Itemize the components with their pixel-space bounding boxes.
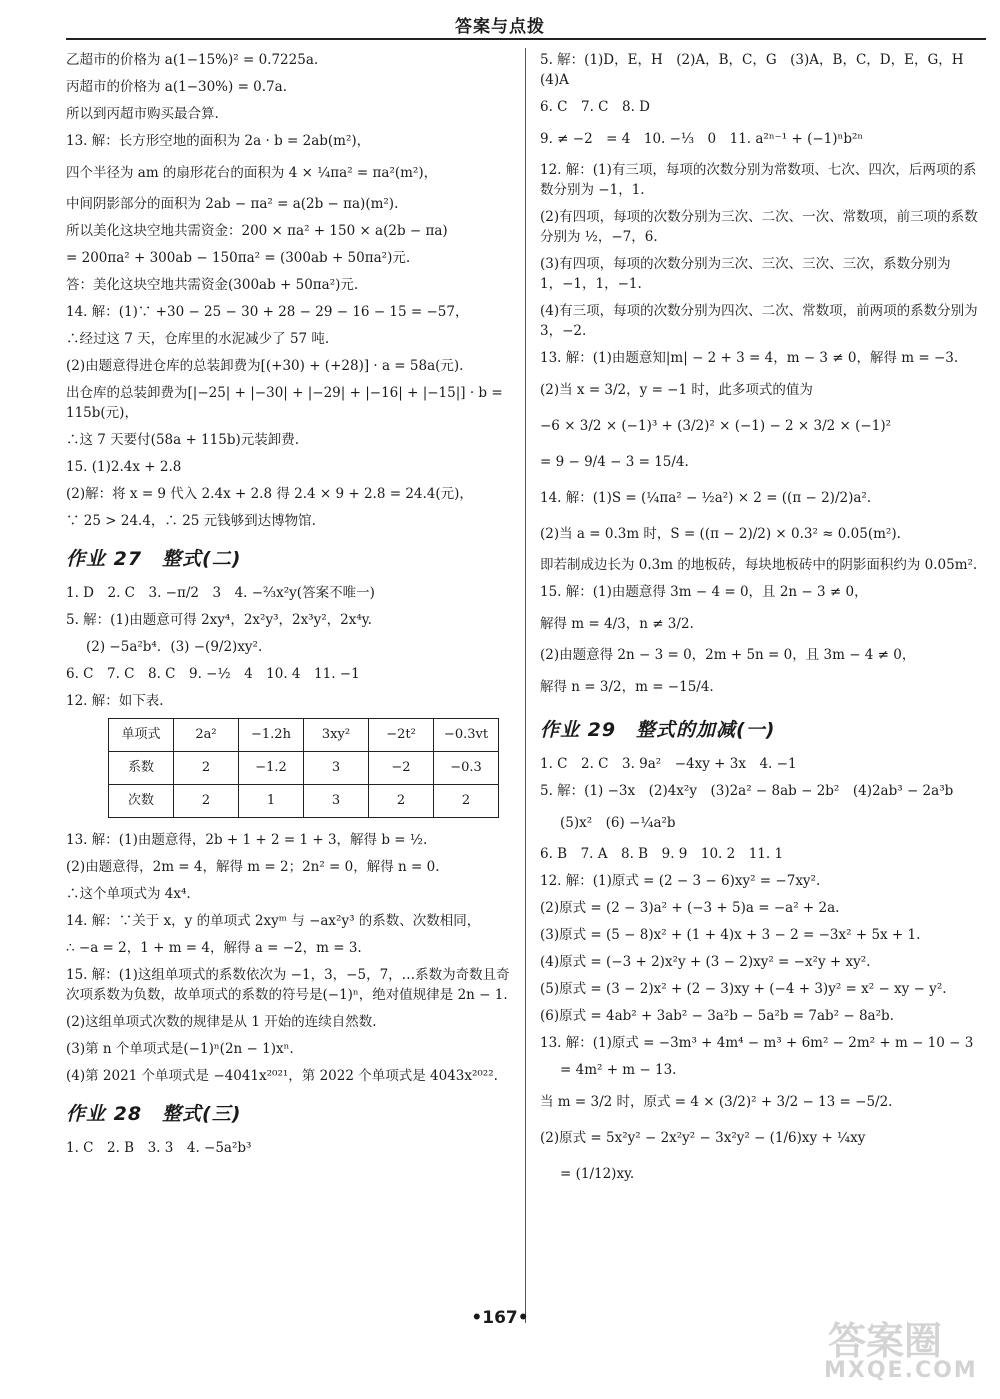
answer-line: 乙超市的价格为 a(1−15%)² = 0.7225a. [66,52,319,68]
answer-line: 14. 解：(1)∵ +30 − 25 − 30 + 28 − 29 − 16 − 15 = −57， [66,304,469,320]
answer-line: 15. 解：(1)这组单项式的系数依次为 −1，3，−5，7，…系数为奇数且奇次项系数为负数，故单项式的系数的符号是(−1)ⁿ，绝对值规律是 2n − 1. [66,967,510,1003]
answer-line: (2)由题意得进仓库的总装卸费为[(+30) + (+28)] · a = 58a(元). [66,358,464,374]
answer-line: 5. 解：(1)由题意可得 2xy⁴，2x²y³，2x³y²，2x⁴y. [66,612,372,628]
watermark-logo [816,1310,986,1390]
answer-line: 即若制成边长为 0.3m 的地板砖，每块地板砖中的阴影面积约为 0.05m². [540,557,978,573]
answer-line: (3)原式 = (5 − 8)x² + (1 + 4)x + 3 − 2 = −3x² + 5x + 1. [540,927,921,943]
answer-line: 6. C 7. C 8. D [540,99,650,115]
answer-line: 12. 解：(1)有三项，每项的次数分别为常数项、七次、四次，后两项的系数分别为 −1，1. [540,162,977,198]
answer-line: 解得 n = 3/2，m = −15/4. [540,679,714,695]
column-divider [525,48,526,1323]
table-cell: 2 [174,752,239,785]
answer-line: 答：美化这块空地共需资金(300ab + 50πa²)元. [66,277,359,293]
section-title: 作业 27 整式(二) [66,548,242,570]
answer-line: 1. C 2. C 3. 9a² −4xy + 3x 4. −1 [540,756,797,772]
answer-line: (2)当 a = 0.3m 时，S = ((π − 2)/2) × 0.3² ≈ 0.05(m²). [540,526,901,542]
page-number: •167• [471,1308,529,1328]
table-cell: −1.2 [239,752,304,785]
answer-line: = 9 − 9/4 − 3 = 15/4. [540,454,689,470]
header-title: 答案与点拨 [455,17,545,37]
answer-line: −6 × 3/2 × (−1)³ + (3/2)² × (−1) − 2 × 3/2 × (−1)² [540,418,891,434]
table-cell: 3xy² [304,719,369,752]
answer-line: 丙超市的价格为 a(1−30%) = 0.7a. [66,79,287,95]
answer-line: 13. 解：(1)由题意得，2b + 1 + 2 = 1 + 3，解得 b = ½. [66,832,428,848]
table-row [109,752,499,785]
answer-line: 当 m = 3/2 时，原式 = 4 × (3/2)² + 3/2 − 13 = −5/2. [540,1094,893,1110]
answer-line: 5. 解：(1)D，E，H (2)A，B，C，G (3)A，B，C，D，E，G，H (4)A [540,52,978,88]
answer-line: = 4m² + m − 13. [560,1062,677,1078]
monomial-table [108,718,499,818]
right-column [540,50,988,1195]
answer-line: 解得 m = 4/3，n ≠ 3/2. [540,616,694,632]
table-cell: 次数 [109,785,174,818]
table-cell: 3 [304,752,369,785]
watermark-text: 答案圈 [828,1319,943,1363]
table-cell: 单项式 [109,719,174,752]
answer-line: 所以到丙超市购买最合算. [66,106,219,122]
answer-line: 6. C 7. C 8. C 9. −½ 4 10. 4 11. −1 [66,666,360,682]
answer-line: 9. ≠ −2 = 4 10. −⅓ 0 11. a²ⁿ⁻¹ + (−1)ⁿb²ⁿ [540,131,864,147]
table-cell: 2 [434,785,499,818]
answer-line: (2)由题意得 2n − 3 = 0，2m + 5n = 0，且 3m − 4 ≠ 0， [540,647,916,663]
answer-line: 13. 解：(1)由题意知|m| − 2 + 3 = 4，m − 3 ≠ 0，解得 m = −3. [540,350,959,366]
answer-line: 1. D 2. C 3. −π/2 3 4. −⅔x²y(答案不唯一) [66,585,375,601]
answer-line: 14. 解：(1)S = (¼πa² − ½a²) × 2 = ((π − 2)/2)a². [540,490,872,506]
answer-line: = (1/12)xy. [560,1166,635,1182]
answer-line: 14. 解：∵关于 x，y 的单项式 2xyᵐ 与 −ax²y³ 的系数、次数相同， [66,913,481,929]
answer-line: (2)有四项，每项的次数分别为三次、二次、一次、常数项，前三项的系数分别为 ½，−7，6. [540,209,978,245]
answer-line: (2)由题意得，2m = 4，解得 m = 2；2n² = 0，解得 n = 0. [66,859,440,875]
answer-line: (4)原式 = (−3 + 2)x²y + (3 − 2)xy² = −x²y + xy². [540,954,871,970]
table-cell: −1.2h [239,719,304,752]
answer-line: 15. (1)2.4x + 2.8 [66,459,182,475]
answer-line: (5)x² (6) −¼a²b [560,815,676,831]
answer-line: 中间阴影部分的面积为 2ab − πa² = a(2b − πa)(m²). [66,196,399,212]
table-cell: −0.3vt [434,719,499,752]
answer-line: ∴这个单项式为 4x⁴. [66,886,191,902]
table-cell: 2 [369,785,434,818]
left-column [66,50,518,1165]
section-title: 作业 28 整式(三) [66,1103,242,1125]
page-header [0,0,1000,44]
answer-line: (2)原式 = (2 − 3)a² + (−3 + 5)a = −a² + 2a. [540,900,840,916]
answer-line: 四个半径为 am 的扇形花台的面积为 4 × ¼πa² = πa²(m²)， [66,165,438,181]
answer-line: (2)这组单项式次数的规律是从 1 开始的连续自然数. [66,1014,377,1030]
answer-line: (2)原式 = 5x²y² − 2x²y² − 3x²y² − (1/6)xy + ¼xy [540,1130,866,1146]
answer-line: ∴这 7 天要付(58a + 115b)元装卸费. [66,432,300,448]
table-row [109,785,499,818]
answer-line: (4)有三项，每项的次数分别为四次、二次、常数项，前两项的系数分别为 3，−2. [540,303,978,339]
answer-line: (2)解：将 x = 9 代入 2.4x + 2.8 得 2.4 × 9 + 2.8 = 24.4(元)， [66,486,473,502]
table-cell: −2 [369,752,434,785]
answer-line: ∵ 25 > 24.4，∴ 25 元钱够到达博物馆. [66,513,316,529]
table-cell: 2 [174,785,239,818]
answer-line: ∴经过这 7 天，仓库里的水泥减少了 57 吨. [66,331,330,347]
answer-line: 13. 解：(1)原式 = −3m³ + 4m⁴ − m³ + 6m² − 2m² + m − 10 − 3 [540,1035,974,1051]
answer-line: 13. 解：长方形空地的面积为 2a · b = 2ab(m²)， [66,133,371,149]
answer-line: 所以美化这块空地共需资金：200 × πa² + 150 × a(2b − πa) [66,223,448,239]
table-cell: 2a² [174,719,239,752]
answer-line: 15. 解：(1)由题意得 3m − 4 = 0，且 2n − 3 ≠ 0， [540,584,868,600]
table-cell: 1 [239,785,304,818]
section-title: 作业 29 整式的加减(一) [540,719,776,741]
answer-line: 12. 解：(1)原式 = (2 − 3 − 6)xy² = −7xy². [540,873,821,889]
answer-line: (3)第 n 个单项式是(−1)ⁿ(2n − 1)xⁿ. [66,1041,294,1057]
answer-line: (4)第 2021 个单项式是 −4041x²⁰²¹，第 2022 个单项式是 4043x²⁰²². [66,1068,498,1084]
header-rule [66,38,986,40]
table-row [109,719,499,752]
answer-line: = 200πa² + 300ab − 150πa² = (300ab + 50πa²)元. [66,250,411,266]
table-cell: 系数 [109,752,174,785]
answer-line: 1. C 2. B 3. 3 4. −5a²b³ [66,1140,252,1156]
watermark-url: MXQE.COM [824,1358,978,1383]
answer-line: 出仓库的总装卸费为[|−25| + |−30| + |−29| + |−16| + |−15|] · b = 115b(元)， [66,385,503,421]
answer-line: 12. 解：如下表. [66,693,164,709]
table-cell: 3 [304,785,369,818]
answer-line: 6. B 7. A 8. B 9. 9 10. 2 11. 1 [540,846,784,862]
answer-line: (2) −5a²b⁴．(3) −(9/2)xy². [86,639,263,655]
answer-line: ∴ −a = 2，1 + m = 4，解得 a = −2，m = 3. [66,940,362,956]
table-cell: −2t² [369,719,434,752]
answer-line: (2)当 x = 3/2，y = −1 时，此多项式的值为 [540,382,813,398]
answer-line: 5. 解：(1) −3x (2)4x²y (3)2a² − 8ab − 2b² (4)2ab³ − 2a³b [540,783,954,799]
answer-line: (6)原式 = 4ab² + 3ab² − 3a²b − 5a²b = 7ab² − 8a²b. [540,1008,894,1024]
table-cell: −0.3 [434,752,499,785]
answer-line: (3)有四项，每项的次数分别为三次、三次、三次、三次，系数分别为 1，−1，1，−1. [540,256,951,292]
answer-line: (5)原式 = (3 − 2)x² + (2 − 3)xy + (−4 + 3)y² = x² − xy − y². [540,981,947,997]
